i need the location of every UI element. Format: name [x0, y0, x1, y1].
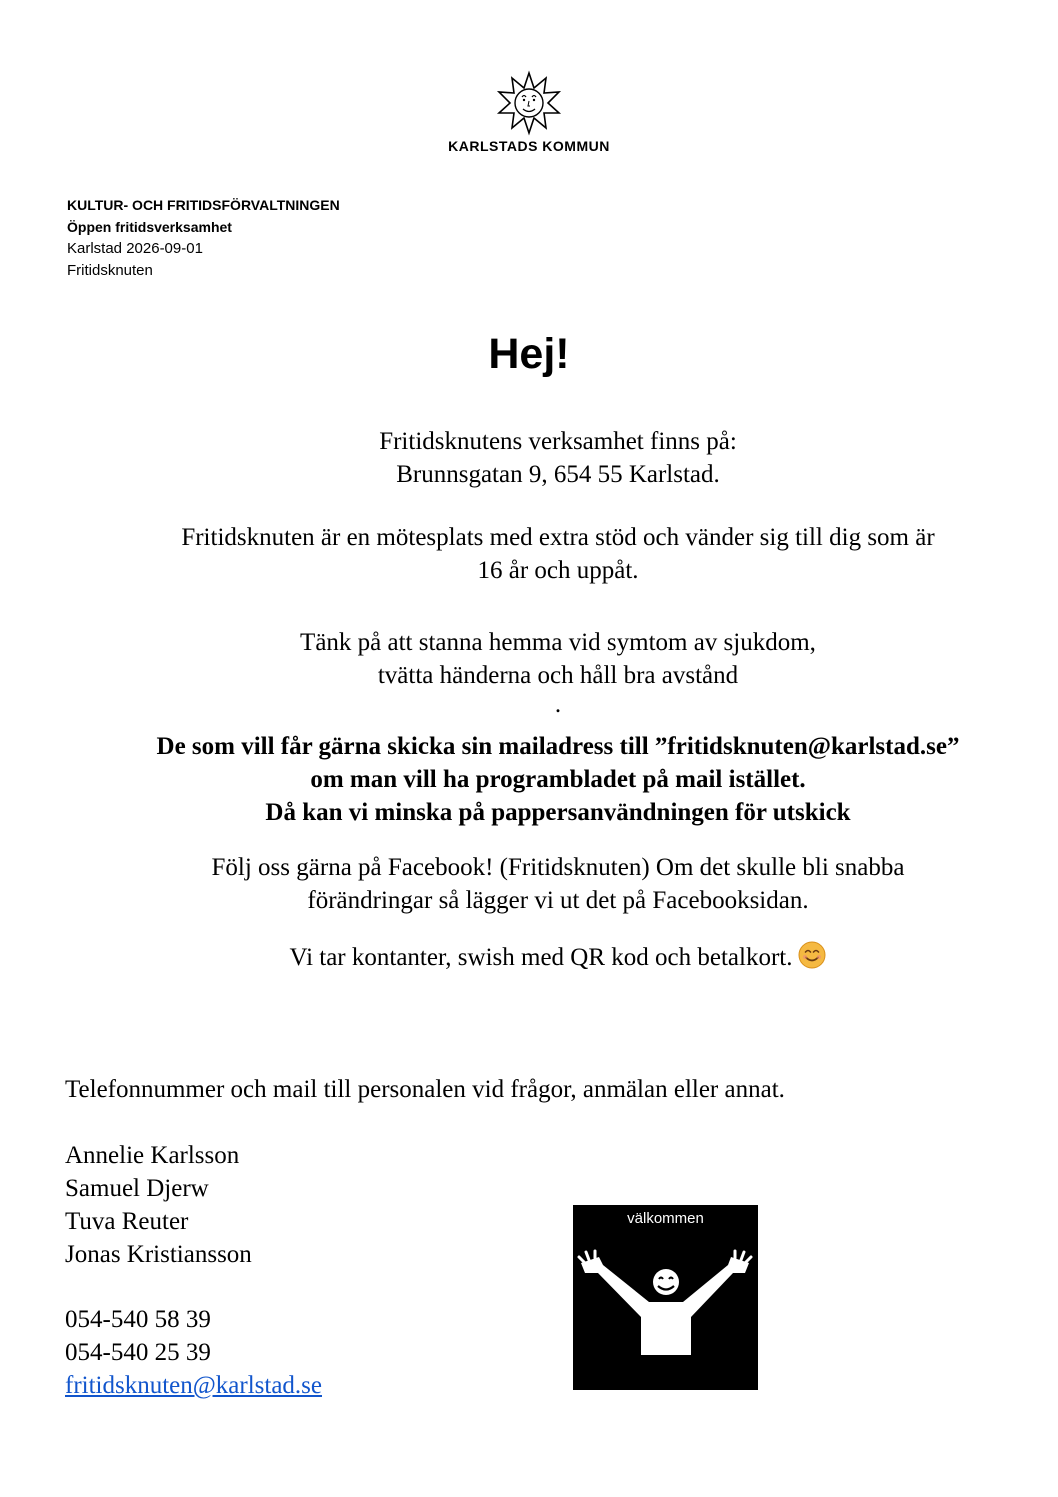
date-line: Karlstad 2026-09-01	[67, 240, 203, 257]
facebook-line: förändringar så lägger vi ut det på Facebooksidan.	[307, 887, 809, 914]
phone-list	[65, 1303, 322, 1402]
unit-name: Öppen fritidsverksamhet	[67, 218, 232, 235]
mail-line: om man vill ha programbladet på mail istället.	[310, 766, 806, 793]
smiling-face-icon	[798, 941, 826, 969]
sun-face-icon	[494, 70, 564, 136]
mail-line: De som vill får gärna skicka sin mailadress till ”fritidsknuten@karlstad.se”	[156, 733, 960, 760]
health-paragraph	[60, 626, 1056, 718]
staff-list	[65, 1139, 252, 1271]
mail-paragraph	[60, 730, 1056, 829]
staff-name: Samuel Djerw	[65, 1175, 209, 1202]
facebook-paragraph	[60, 851, 1056, 917]
about-paragraph	[60, 521, 1056, 587]
letter-header	[67, 195, 340, 281]
health-line: tvätta händerna och håll bra avstånd	[377, 662, 739, 689]
logo-text: KARLSTADS KOMMUN	[448, 138, 610, 154]
about-line: 16 år och uppåt.	[477, 557, 639, 584]
welcome-label: välkommen	[627, 1210, 704, 1227]
mail-line: Då kan vi minska på pappersanvändningen för utskick	[265, 799, 851, 826]
staff-name: Annelie Karlsson	[65, 1142, 240, 1169]
facebook-line: Följ oss gärna på Facebook! (Fritidsknuten) Om det skulle bli snabba	[211, 854, 905, 881]
welcome-image	[573, 1205, 758, 1390]
contact-intro: Telefonnummer och mail till personalen vid frågor, anmälan eller annat.	[65, 1076, 785, 1103]
location-line: Fritidsknutens verksamhet finns på:	[379, 428, 737, 455]
welcoming-person-icon	[573, 1205, 758, 1390]
place-name: Fritidsknuten	[67, 261, 153, 279]
address-line: Brunnsgatan 9, 654 55 Karlstad.	[396, 461, 720, 488]
location-paragraph	[60, 425, 1056, 491]
page-title: Hej!	[488, 330, 570, 378]
staff-name: Tuva Reuter	[65, 1208, 189, 1235]
health-line: Tänk på att stanna hemma vid symtom av sjukdom,	[300, 629, 816, 656]
phone-number: 054-540 58 39	[65, 1306, 211, 1333]
department-name: KULTUR- OCH FRITIDSFÖRVALTNINGEN	[67, 197, 340, 213]
payment-line: Vi tar kontanter, swish med QR kod och betalkort.	[289, 944, 793, 971]
phone-number: 054-540 25 39	[65, 1339, 211, 1366]
karlstad-logo	[0, 70, 1058, 154]
health-dot: .	[554, 691, 562, 718]
staff-name: Jonas Kristiansson	[65, 1241, 252, 1268]
payment-paragraph	[60, 941, 1056, 974]
about-line: Fritidsknuten är en mötesplats med extra stöd och vänder sig till dig som är	[181, 524, 935, 551]
email-link[interactable]: fritidsknuten@karlstad.se	[65, 1372, 322, 1399]
